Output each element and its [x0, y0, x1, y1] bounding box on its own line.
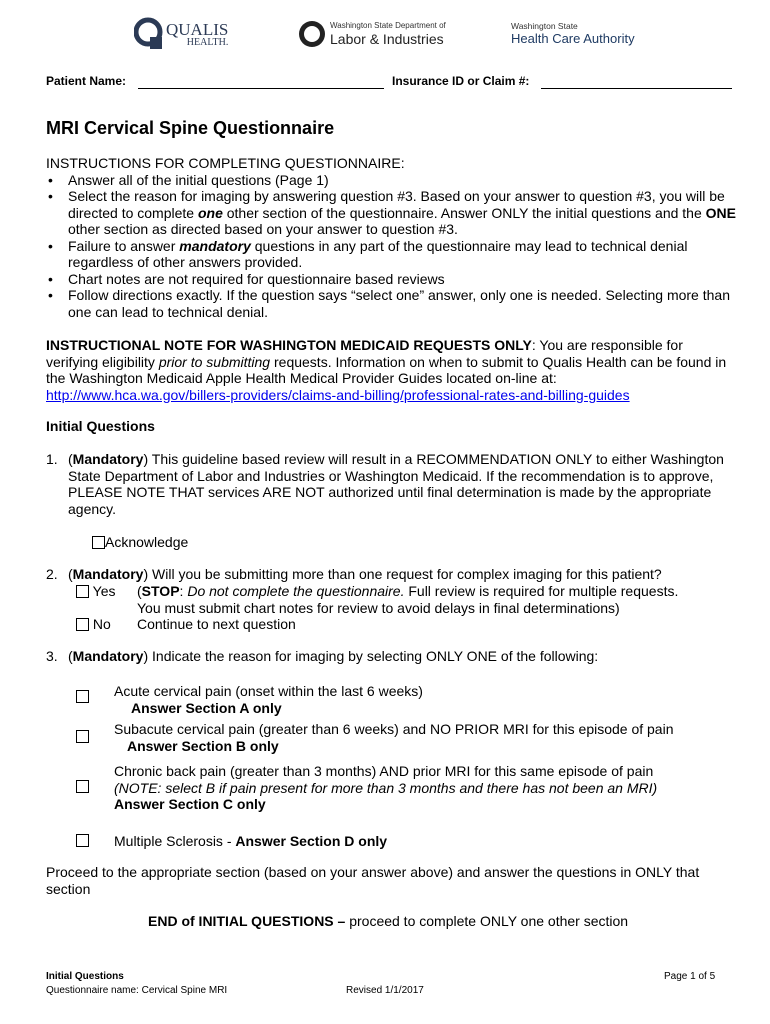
patient-name-field[interactable]	[138, 88, 384, 89]
q1-acknowledge[interactable]	[92, 534, 188, 551]
q2-number: 2.	[46, 566, 58, 582]
proceed-instructions: Proceed to the appropriate section (based on your answer above) and answer the questions in ONLY that section	[46, 864, 700, 897]
qualis-logo-line1: QUALIS	[166, 19, 229, 39]
q2-stop-note: (STOP: Do not complete the questionnaire. Full review is required for multiple requests. You must submit chart notes for review to avoid delays in final determinations)	[137, 583, 679, 616]
footer-questionnaire-name: Questionnaire name: Cervical Spine MRI	[46, 985, 228, 996]
q3-option-d-answer: Answer Section D only	[235, 833, 388, 849]
q3-option-c: Chronic back pain (greater than 3 months) AND prior MRI for this same episode of pain (NOTE: select B if pain present for more than 3 months and there has not been an MRI) Answer Section C only	[114, 763, 734, 813]
medicaid-note: INSTRUCTIONAL NOTE FOR WASHINGTON MEDICAID REQUESTS ONLY: You are responsible for verifying eligibility prior to submitting requests. Information on when to submit to Qualis Health can be found in the Washington Medicaid Apple Health Medical Provider Guides located on-line at: http://www.hca.wa.gov/billers-providers/claims-and-billing/professional-rates-and-billing-guides	[46, 337, 727, 403]
lni-logo	[298, 14, 446, 54]
q3-option-b-answer: Answer Section B only	[127, 737, 279, 754]
q2-no-checkbox[interactable]	[76, 618, 89, 631]
instructions-block	[46, 155, 736, 320]
end-initial-questions: END of INITIAL QUESTIONS – proceed to complete ONLY one other section	[148, 913, 629, 929]
q2-no-option[interactable]	[76, 616, 111, 633]
hca-logo-line1: Washington State	[511, 21, 578, 31]
hca-logo-line2: Health Care Authority	[511, 31, 635, 46]
acknowledge-label: Acknowledge	[105, 534, 189, 550]
medicaid-guides-link[interactable]: http://www.hca.wa.gov/billers-providers/claims-and-billing/professional-rates-and-billing-guides	[46, 386, 630, 403]
instruction-item-3: • Failure to answer mandatory questions in any part of the questionnaire may lead to technical denial regardless of other answers provided.	[46, 238, 736, 271]
q3-option-a: Acute cervical pain (onset within the last 6 weeks) Answer Section A only	[114, 683, 734, 716]
q3-option-b: Subacute cervical pain (greater than 6 weeks) and NO PRIOR MRI for this episode of pain Answer Section B only	[114, 721, 734, 754]
instruction-item-1: • Answer all of the initial questions (Page 1)	[46, 172, 736, 189]
q3-option-c-answer: Answer Section C only	[114, 796, 266, 812]
q2-no-text: Continue to next question	[137, 616, 296, 632]
acknowledge-checkbox[interactable]	[92, 536, 105, 549]
q3-option-d-checkbox[interactable]	[76, 834, 89, 847]
qualis-q-icon	[134, 17, 164, 51]
lni-logo-line2: Labor & Industries	[330, 31, 444, 47]
instruction-item-2: • Select the reason for imaging by answering question #3. Based on your answer to question #3, you will be directed to complete one other section of the questionnaire. Answer ONLY the initial questions and the ONE other section as directed based on your answer to question #3.	[46, 188, 736, 238]
q1-text: (Mandatory) This guideline based review will result in a RECOMMENDATION ONLY to either Washington State Department of Labor and Industries or Washington Medicaid. If the recommendation is to approve, PLEASE NOTE THAT services ARE NOT authorized until final determination is made by the appropriate agency.	[68, 451, 724, 517]
hca-logo	[511, 14, 635, 54]
instruction-item-4: • Chart notes are not required for questionnaire based reviews	[46, 271, 736, 288]
q3-text: (Mandatory) Indicate the reason for imaging by selecting ONLY ONE of the following:	[68, 648, 599, 664]
q2-text: (Mandatory) Will you be submitting more than one request for complex imaging for this patient?	[68, 566, 662, 582]
footer-revised-date: Revised 1/1/2017	[346, 985, 424, 996]
instruction-item-5: • Follow directions exactly. If the question says “select one” answer, only one is needed. Selecting more than one can lead to technical denial.	[46, 287, 736, 320]
initial-questions-heading: Initial Questions	[46, 418, 155, 434]
q3-option-c-note: (NOTE: select B if pain present for more than 3 months and there has not been an MRI)	[114, 779, 658, 796]
qualis-logo	[134, 14, 228, 54]
q3-option-d: Multiple Sclerosis - Answer Section D only	[114, 833, 388, 849]
q3-option-c-checkbox[interactable]	[76, 780, 89, 793]
q2-yes-label: Yes	[92, 583, 116, 599]
page-title: MRI Cervical Spine Questionnaire	[46, 118, 335, 138]
q3-option-a-answer: Answer Section A only	[131, 699, 282, 716]
footer-section-name: Initial Questions	[46, 971, 124, 982]
q1-number: 1.	[46, 451, 58, 467]
q2-yes-checkbox[interactable]	[76, 585, 89, 598]
footer-page-number: Page 1 of 5	[664, 971, 716, 982]
q3-number: 3.	[46, 648, 58, 664]
insurance-id-label: Insurance ID or Claim #:	[392, 74, 530, 88]
instructions-heading: INSTRUCTIONS FOR COMPLETING QUESTIONNAIRE:	[46, 155, 405, 171]
lni-seal-icon	[298, 19, 326, 49]
insurance-id-field[interactable]	[541, 88, 732, 89]
q3-option-b-checkbox[interactable]	[76, 730, 89, 743]
q2-yes-option[interactable]	[76, 583, 115, 600]
patient-name-label: Patient Name:	[46, 74, 127, 88]
qualis-logo-line2: HEALTH.	[186, 36, 229, 48]
q3-option-a-checkbox[interactable]	[76, 690, 89, 703]
q2-no-label: No	[92, 616, 111, 632]
lni-logo-line1: Washington State Department of	[330, 21, 446, 30]
